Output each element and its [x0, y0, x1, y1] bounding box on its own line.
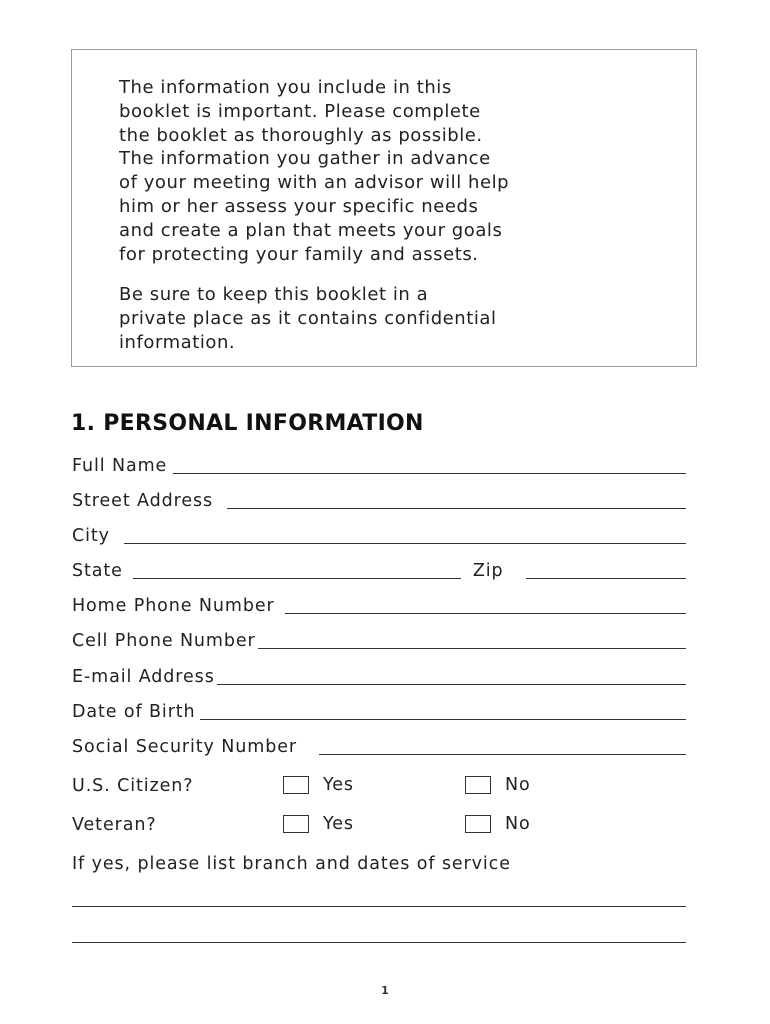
ssn-field[interactable]: [319, 754, 686, 755]
city-field[interactable]: [124, 543, 686, 544]
no-label: No: [505, 814, 531, 834]
state-field[interactable]: [133, 578, 461, 579]
us-citizen-yes-option[interactable]: [283, 774, 354, 795]
city-row: [72, 522, 686, 548]
veteran-yes-option[interactable]: [283, 813, 354, 834]
ssn-label: Social Security Number: [72, 737, 297, 757]
no-label: No: [505, 775, 531, 795]
service-line-2[interactable]: [72, 942, 686, 943]
us-citizen-no-checkbox[interactable]: [465, 776, 491, 794]
veteran-row: [72, 813, 686, 839]
dob-label: Date of Birth: [72, 702, 196, 722]
service-prompt-label: If yes, please list branch and dates of service: [72, 854, 511, 874]
state-label: State: [72, 561, 123, 581]
email-row: [72, 663, 686, 689]
instructions-paragraph-2: Be sure to keep this booklet in a private place as it contains confidential information.: [119, 284, 497, 353]
yes-label: Yes: [323, 775, 354, 795]
yes-label: Yes: [323, 814, 354, 834]
state-zip-row: [72, 557, 686, 583]
veteran-label: Veteran?: [72, 815, 157, 835]
instructions-paragraph-1: The information you include in this booklet is important. Please complete the booklet as thoroughly as possible. The information you gather in advance of your meeting with an advisor will help him or her assess your specific needs and create a plan that meets your goals for protecting your family and assets.: [119, 77, 510, 265]
home-phone-row: [72, 592, 686, 618]
dob-row: [72, 698, 686, 724]
service-prompt-row: [72, 850, 686, 876]
full-name-field[interactable]: [173, 473, 686, 474]
page-number: 1: [381, 984, 389, 997]
ssn-row: [72, 733, 686, 759]
street-address-field[interactable]: [227, 508, 686, 509]
city-label: City: [72, 526, 110, 546]
us-citizen-yes-checkbox[interactable]: [283, 776, 309, 794]
section-title: 1. PERSONAL INFORMATION: [71, 411, 424, 436]
instructions-box: [71, 49, 697, 367]
us-citizen-no-option[interactable]: [465, 774, 531, 795]
home-phone-field[interactable]: [285, 613, 686, 614]
cell-phone-field[interactable]: [258, 648, 686, 649]
us-citizen-row: [72, 774, 686, 800]
email-label: E-mail Address: [72, 667, 215, 687]
veteran-no-checkbox[interactable]: [465, 815, 491, 833]
zip-field[interactable]: [526, 578, 687, 579]
veteran-yes-checkbox[interactable]: [283, 815, 309, 833]
full-name-row: [72, 452, 686, 478]
us-citizen-label: U.S. Citizen?: [72, 776, 194, 796]
street-address-label: Street Address: [72, 491, 214, 511]
full-name-label: Full Name: [72, 456, 168, 476]
service-line-1[interactable]: [72, 906, 686, 907]
street-address-row: [72, 487, 686, 513]
veteran-no-option[interactable]: [465, 813, 531, 834]
email-field[interactable]: [217, 684, 686, 685]
zip-label: Zip: [472, 561, 504, 581]
dob-field[interactable]: [200, 719, 686, 720]
cell-phone-label: Cell Phone Number: [72, 631, 256, 651]
home-phone-label: Home Phone Number: [72, 596, 275, 616]
cell-phone-row: [72, 627, 686, 653]
